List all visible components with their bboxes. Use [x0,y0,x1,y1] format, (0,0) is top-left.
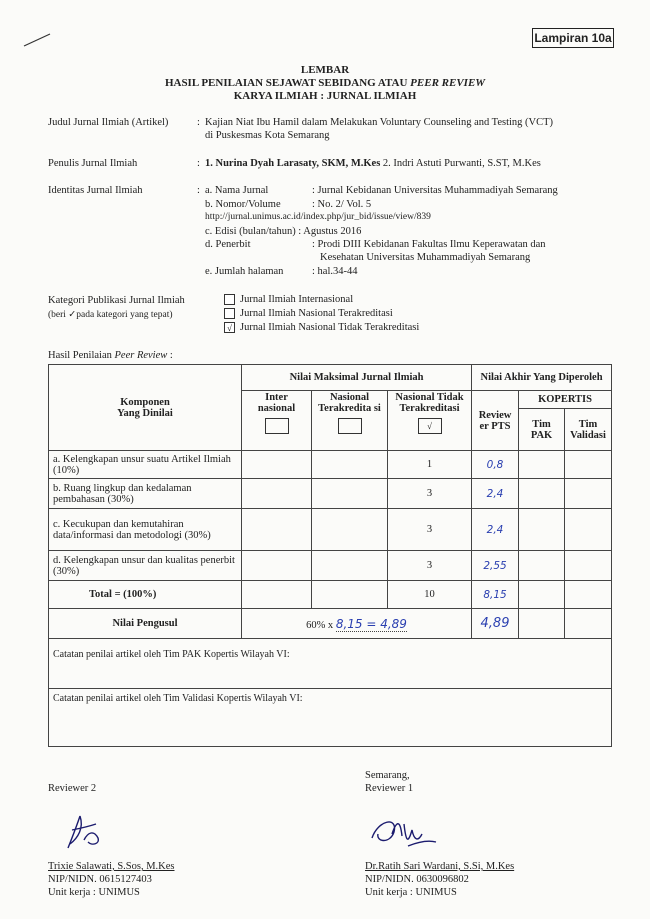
kategori-option-tidak-terakreditasi: Jurnal Ilmiah Nasional Tidak Terakreditasi [240,322,420,333]
row-max: 3 [388,479,472,509]
kategori-checkbox-internasional[interactable] [224,294,235,305]
row-label: d. Kelengkapan unsur dan kualitas penerbit (30%) [49,551,242,581]
pengusul-label: Nilai Pengusul [49,609,242,639]
nama-jurnal-label: a. Nama Jurnal [205,185,269,196]
judul-label: Judul Jurnal Ilmiah (Artikel) [48,117,169,128]
reviewer1-title: Reviewer 1 [365,783,414,794]
header-lembar: LEMBAR [300,64,350,76]
judul-line2: di Puskesmas Kota Semarang [205,130,330,141]
review-pts-header: Review er PTS [472,391,519,451]
reviewer1-place: Semarang, [365,770,410,781]
nas-ter-checkbox[interactable] [338,418,362,434]
reviewer1-unit: Unit kerja : UNIMUS [365,887,457,898]
halaman-value: : hal.34-44 [312,266,358,277]
reviewer2-unit: Unit kerja : UNIMUS [48,887,140,898]
reviewer1-signature [368,812,438,852]
row-label: b. Ruang lingkup dan kedalaman pembahasan (30%) [49,479,242,509]
penerbit-line1: : Prodi DIII Kebidanan Fakultas Ilmu Keperawatan dan [312,239,546,250]
jurnal-url: http://jurnal.unimus.ac.id/index.php/jur_bid/issue/view/839 [205,212,431,222]
reviewer2-name: Trixie Salawati, S.Sos, M.Kes [48,861,175,872]
table-row [49,551,612,581]
colon: : [197,117,200,128]
table-row [49,509,612,551]
reviewer1-nip: NIP/NIDN. 0630096802 [365,874,469,885]
catatan-validasi-row [49,689,612,747]
inter-header: Inter nasional [242,391,312,451]
row-max: 3 [388,551,472,581]
row-max: 3 [388,509,472,551]
inter-checkbox[interactable] [265,418,289,434]
nomor-value: : No. 2/ Vol. 5 [312,199,372,210]
row-score: 0,8 [472,451,519,479]
reviewer2-nip: NIP/NIDN. 0615127403 [48,874,152,885]
pengusul-calc: 60% x 8,15 = 4,89 [242,609,472,639]
pen-mark [22,30,52,50]
total-score: 8,15 [472,581,519,609]
row-max: 1 [388,451,472,479]
kopertis-header: KOPERTIS [519,391,612,409]
reviewer1-name: Dr.Ratih Sari Wardani, S.Si, M.Kes [365,861,515,872]
halaman-label: e. Jumlah halaman [205,266,284,277]
reviewer2-signature [58,808,108,856]
tim-validasi-header: Tim Validasi [565,409,612,451]
colon: : [197,185,200,196]
table-row [49,451,612,479]
catatan-pak-row [49,639,612,689]
kategori-option-internasional: Jurnal Ilmiah Internasional [240,294,354,305]
pengusul-score: 4,89 [472,609,519,639]
edisi: c. Edisi (bulan/tahun) : Agustus 2016 [205,226,362,237]
reviewer2-title: Reviewer 2 [48,783,97,794]
table-row [49,479,612,509]
penerbit-line2: Kesehatan Universitas Muhammadiyah Semarang [320,252,531,263]
tim-pak-header: Tim PAK [519,409,565,451]
pengusul-row [49,609,612,639]
nomor-label: b. Nomor/Volume [205,199,281,210]
colon: : [197,158,200,169]
total-row [49,581,612,609]
kategori-option-terakreditasi: Jurnal Ilmiah Nasional Terakreditasi [240,308,393,319]
catatan-validasi: Catatan penilai artikel oleh Tim Validasi Kopertis Wilayah VI: [49,689,612,747]
row-score: 2,4 [472,509,519,551]
review-table [48,364,612,747]
judul-line1: Kajian Niat Ibu Hamil dalam Melakukan Voluntary Counseling and Testing (VCT) [205,117,554,128]
header-title: HASIL PENILAIAN SEJAWAT SEBIDANG ATAU PEER REVIEW [164,77,486,89]
nilai-akhir-header: Nilai Akhir Yang Diperoleh [472,365,612,391]
penerbit-label: d. Penerbit [205,239,251,250]
kategori-note: (beri ✓pada kategori yang tepat) [48,310,173,320]
table-caption: Hasil Penilaian Peer Review : [48,350,173,361]
catatan-pak: Catatan penilai artikel oleh Tim PAK Kopertis Wilayah VI: [49,639,612,689]
kategori-checkbox-tidak-terakreditasi[interactable]: √ [224,322,235,333]
lampiran-label: Lampiran 10a [532,28,614,48]
komponen-header: Komponen Yang Dinilai [49,365,242,451]
row-label: c. Kecukupan dan kemutahiran data/informasi dan metodologi (30%) [49,509,242,551]
nama-jurnal-value: : Jurnal Kebidanan Universitas Muhammadiyah Semarang [312,185,558,196]
kategori-checkbox-terakreditasi[interactable] [224,308,235,319]
nas-tidak-header: Nasional Tidak Terakreditasi √ [388,391,472,451]
nas-ter-header: Nasional Terakredita si [312,391,388,451]
row-score: 2,4 [472,479,519,509]
total-label: Total = (100%) [49,581,242,609]
nas-tidak-checkbox[interactable]: √ [418,418,442,434]
penulis-label: Penulis Jurnal Ilmiah [48,158,138,169]
nilai-maks-header: Nilai Maksimal Jurnal Ilmiah [242,365,472,391]
row-score: 2,55 [472,551,519,581]
identitas-label: Identitas Jurnal Ilmiah [48,185,143,196]
row-label: a. Kelengkapan unsur suatu Artikel Ilmiah (10%) [49,451,242,479]
kategori-label: Kategori Publikasi Jurnal Ilmiah [48,295,185,306]
total-max: 10 [388,581,472,609]
header-karya: KARYA ILMIAH : JURNAL ILMIAH [233,90,417,102]
penulis-value: 1. Nurina Dyah Larasaty, SKM, M.Kes 2. Indri Astuti Purwanti, S.ST, M.Kes [205,158,541,169]
